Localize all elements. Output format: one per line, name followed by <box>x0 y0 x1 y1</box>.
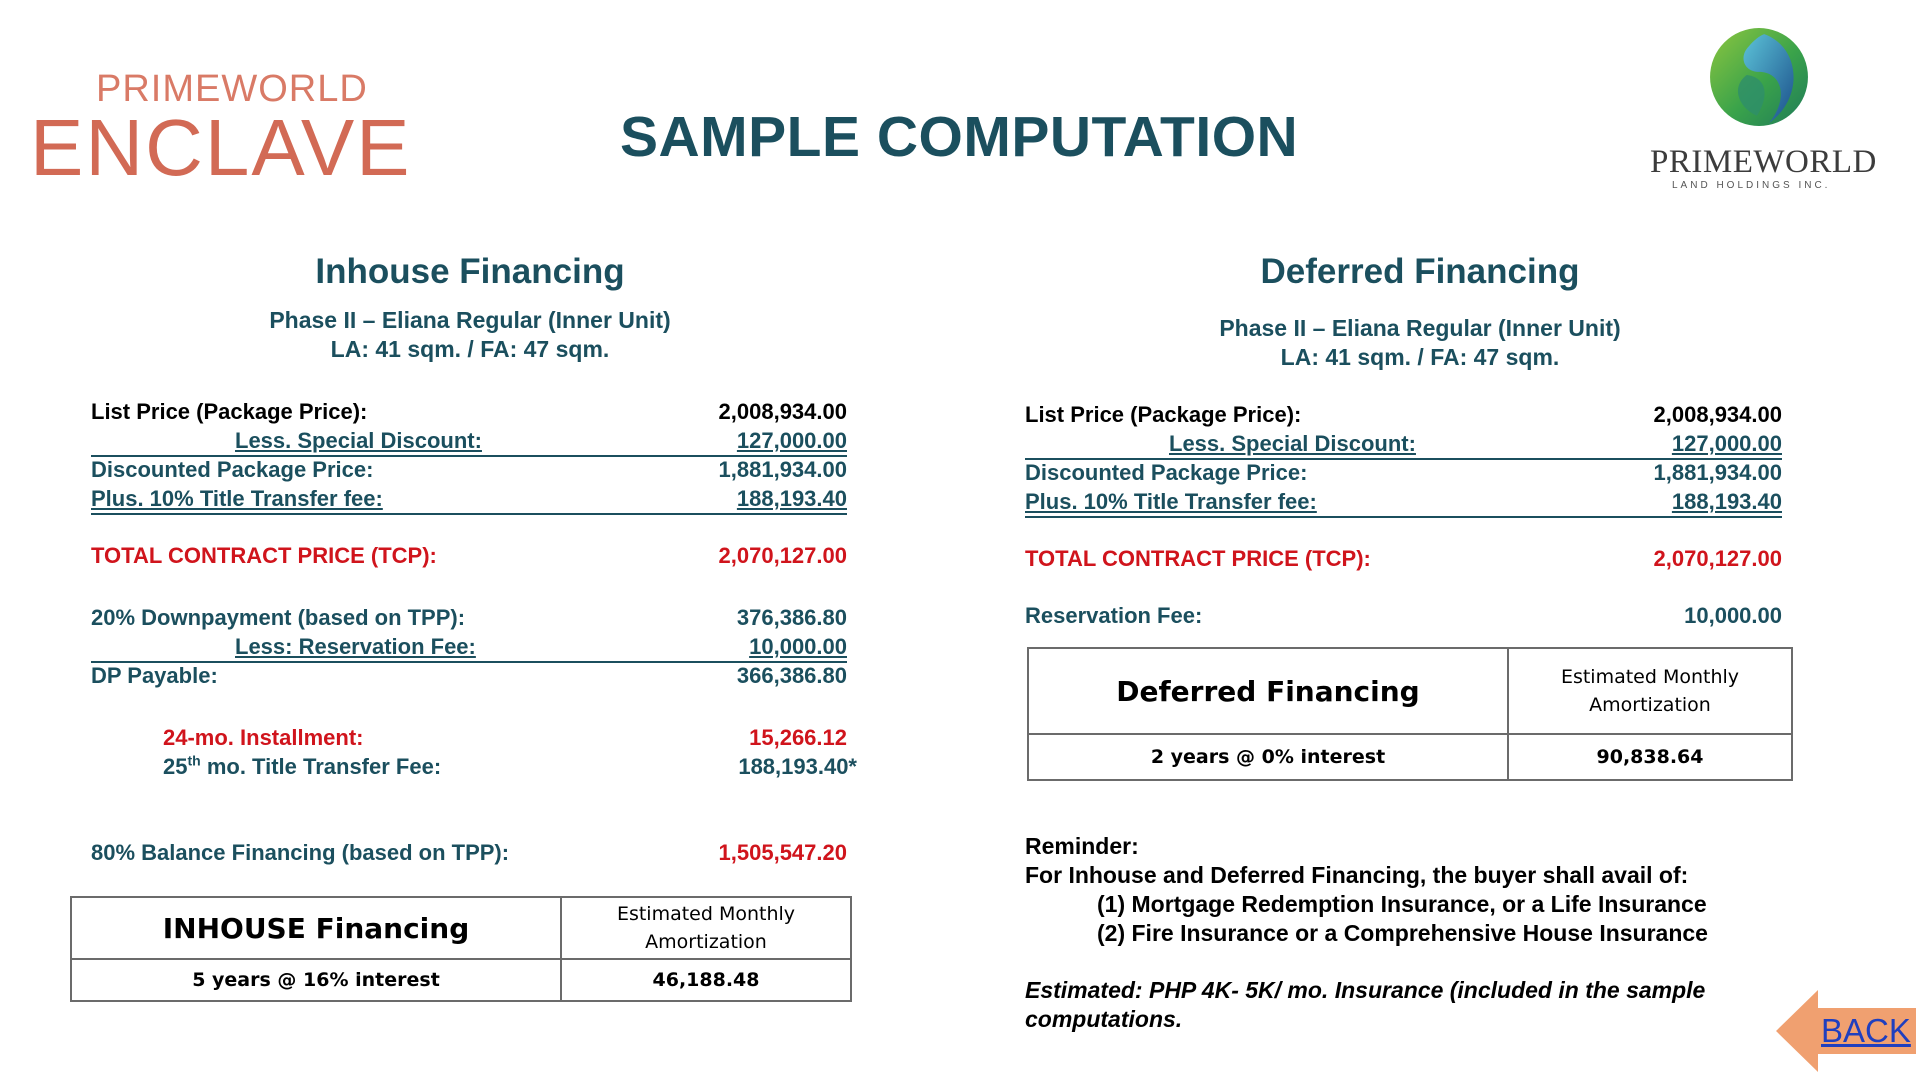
deferred-table-term: 2 years @ 0% interest <box>1028 734 1508 780</box>
title-fee-label: Plus. 10% Title Transfer fee: <box>1025 489 1317 514</box>
inhouse-table-term: 5 years @ 16% interest <box>71 959 561 1001</box>
balance-label: 80% Balance Financing (based on TPP): <box>91 840 510 865</box>
deferred-tcp-row <box>1025 545 1782 573</box>
tcp-label: TOTAL CONTRACT PRICE (TCP): <box>1025 546 1371 571</box>
inhouse-balance-row <box>91 839 847 867</box>
title-fee-label: Plus. 10% Title Transfer fee: <box>91 486 383 511</box>
discount-label: Less. Special Discount: <box>1169 431 1416 456</box>
inhouse-tcp-row <box>91 542 847 570</box>
reminder-item-1: (1) Mortgage Redemption Insurance, or a Life Insurance <box>1097 891 1707 917</box>
project-brand-top: PRIMEWORLD <box>96 68 368 110</box>
deferred-table-col-head: Estimated Monthly Amortization <box>1508 648 1792 734</box>
deferred-unit: Phase II – Eliana Regular (Inner Unit) <box>1219 315 1621 341</box>
inhouse-area: LA: 41 sqm. / FA: 47 sqm. <box>330 336 610 362</box>
deferred-area: LA: 41 sqm. / FA: 47 sqm. <box>1280 344 1560 370</box>
inhouse-ttf-row <box>91 753 857 781</box>
deferred-reservation-row <box>1025 602 1782 630</box>
inhouse-discount-row <box>91 427 847 457</box>
tcp-label: TOTAL CONTRACT PRICE (TCP): <box>91 543 437 568</box>
inhouse-list-price-row <box>91 398 847 426</box>
list-price-value: 2,008,934.00 <box>718 399 847 424</box>
reservation-value: 10,000.00 <box>749 634 847 659</box>
deferred-table-head: Deferred Financing <box>1028 648 1508 734</box>
deferred-title-fee-row <box>1025 488 1782 518</box>
company-subtitle: LAND HOLDINGS INC. <box>1672 180 1831 191</box>
inhouse-title-fee-row <box>91 485 847 515</box>
title-fee-value: 188,193.40 <box>736 486 847 511</box>
discount-value: 127,000.00 <box>1671 431 1782 456</box>
inhouse-table-col-head: Estimated Monthly Amortization <box>561 897 851 959</box>
ttf-value: 188,193.40* <box>738 754 857 779</box>
deferred-amortization-table <box>1027 647 1793 781</box>
page-title: SAMPLE COMPUTATION <box>620 105 1299 169</box>
dp-label: 20% Downpayment (based on TPP): <box>91 605 466 630</box>
estimate-line-2: computations. <box>1025 1006 1183 1032</box>
dp-payable-label: DP Payable: <box>91 663 218 688</box>
tcp-value: 2,070,127.00 <box>1653 546 1782 571</box>
list-price-value: 2,008,934.00 <box>1653 402 1782 427</box>
insurance-estimate <box>1025 976 1705 1034</box>
dp-value: 376,386.80 <box>736 605 847 630</box>
reservation-label: Less: Reservation Fee: <box>235 634 476 659</box>
inhouse-discounted-row <box>91 456 847 484</box>
inhouse-dp-payable-row <box>91 662 847 690</box>
list-price-label: List Price (Package Price): <box>1025 402 1302 427</box>
reminder-block <box>1025 832 1708 948</box>
deferred-discounted-row <box>1025 459 1782 487</box>
estimate-line-1: Estimated: PHP 4K- 5K/ mo. Insurance (included in the sample <box>1025 977 1706 1003</box>
list-price-label: List Price (Package Price): <box>91 399 368 424</box>
inhouse-table-head: INHOUSE Financing <box>71 897 561 959</box>
inhouse-title: Inhouse Financing <box>315 252 625 291</box>
inhouse-unit: Phase II – Eliana Regular (Inner Unit) <box>269 307 671 333</box>
deferred-list-price-row <box>1025 401 1782 429</box>
inhouse-dp-row <box>91 604 847 632</box>
reservation-label: Reservation Fee: <box>1025 603 1203 628</box>
discount-value: 127,000.00 <box>736 428 847 453</box>
discounted-label: Discounted Package Price: <box>1025 460 1308 485</box>
project-brand-main: ENCLAVE <box>30 103 412 192</box>
ttf-label: 25th mo. Title Transfer Fee: <box>163 752 442 779</box>
discount-label: Less. Special Discount: <box>235 428 482 453</box>
inhouse-installment-row <box>91 724 847 752</box>
globe-logo-icon <box>1708 26 1810 128</box>
tcp-value: 2,070,127.00 <box>718 543 847 568</box>
back-button[interactable]: BACK <box>1821 1012 1911 1049</box>
discounted-value: 1,881,934.00 <box>718 457 847 482</box>
inhouse-reservation-row <box>91 633 847 663</box>
discounted-value: 1,881,934.00 <box>1653 460 1782 485</box>
deferred-title: Deferred Financing <box>1260 252 1580 291</box>
deferred-discount-row <box>1025 430 1782 460</box>
discounted-label: Discounted Package Price: <box>91 457 374 482</box>
installment-value: 15,266.12 <box>749 725 847 750</box>
inhouse-amortization-table <box>70 896 852 1002</box>
reservation-value: 10,000.00 <box>1684 603 1782 628</box>
inhouse-table-amount: 46,188.48 <box>561 959 851 1001</box>
deferred-table-amount: 90,838.64 <box>1508 734 1792 780</box>
balance-value: 1,505,547.20 <box>718 840 847 865</box>
reminder-item-2: (2) Fire Insurance or a Comprehensive House Insurance <box>1097 920 1708 946</box>
dp-payable-value: 366,386.80 <box>736 663 847 688</box>
title-fee-value: 188,193.40 <box>1671 489 1782 514</box>
company-name: PRIMEWORLD <box>1650 144 1877 180</box>
reminder-line: For Inhouse and Deferred Financing, the buyer shall avail of: <box>1025 862 1689 888</box>
reminder-title: Reminder: <box>1025 833 1139 859</box>
installment-label: 24-mo. Installment: <box>163 725 364 750</box>
